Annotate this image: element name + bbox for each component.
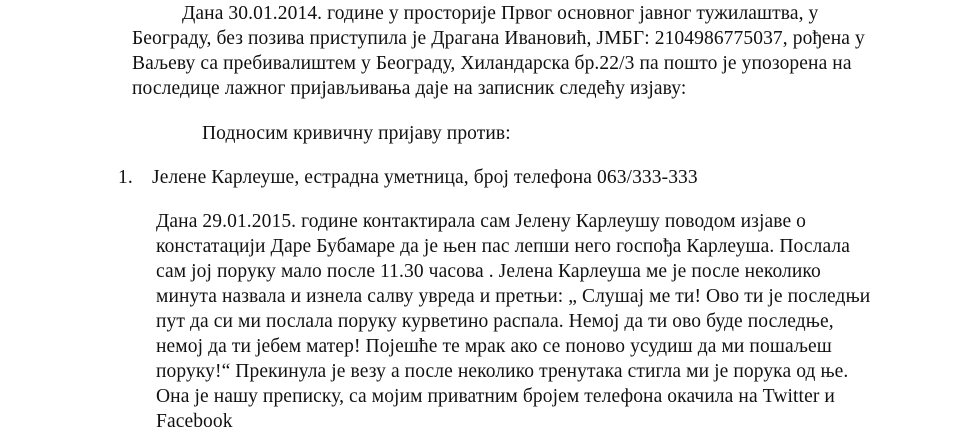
list-item-text: Јелене Карлеуше, естрадна уметница, број телефона 063/333-333: [152, 167, 698, 188]
body-line-4: минута назвала и изнела салву увреда и претњи: „ Слушај ме ти! Ово ти је последњи: [156, 286, 871, 307]
body-line-6: немој да ти јебем матер! Појешће те мрак ако се поново усудиш да ми пошаљеш: [156, 336, 832, 357]
complaint-heading: Подносим кривичну пријаву против:: [202, 123, 511, 144]
list-item-number: 1.: [118, 167, 133, 188]
body-line-8: Она је нашу преписку, са мојим приватним бројем телефона окачила на Twitter и: [156, 386, 835, 407]
intro-line-1: Дана 30.01.2014. године у просторије Првог основног јавног тужилаштва, у: [182, 3, 819, 24]
body-line-1: Дана 29.01.2015. године контактирала сам Јелену Карлеушу поводом изјаве о: [156, 211, 807, 232]
intro-line-3: Ваљеву са пребивалиштем у Београду, Хиландарска бр.22/3 па пошто је упозорена на: [132, 53, 852, 74]
intro-line-2: Београду, без позива приступила је Драгана Ивановић, ЈМБГ: 2104986775037, рођена у: [132, 28, 865, 49]
body-line-9: Facebook: [156, 411, 233, 432]
body-line-2: констатацији Даре Бубамаре да је њен пас лепши него госпођа Карлеуша. Послала: [156, 236, 850, 257]
intro-line-4: последице лажног пријављивања даје на записник следећу изјаву:: [132, 78, 687, 99]
body-line-5: пут да си ми послала поруку курветино распала. Немој да ти ово буде последње,: [156, 311, 834, 332]
body-line-3: сам јој поруку мало после 11.30 часова . Јелена Карлеуша ме је после неколико: [156, 261, 821, 282]
list-item: [118, 166, 698, 190]
body-line-7: поруку!“ Прекинула је везу а после неколико тренутака стигла ми је порука од ње.: [156, 361, 849, 382]
